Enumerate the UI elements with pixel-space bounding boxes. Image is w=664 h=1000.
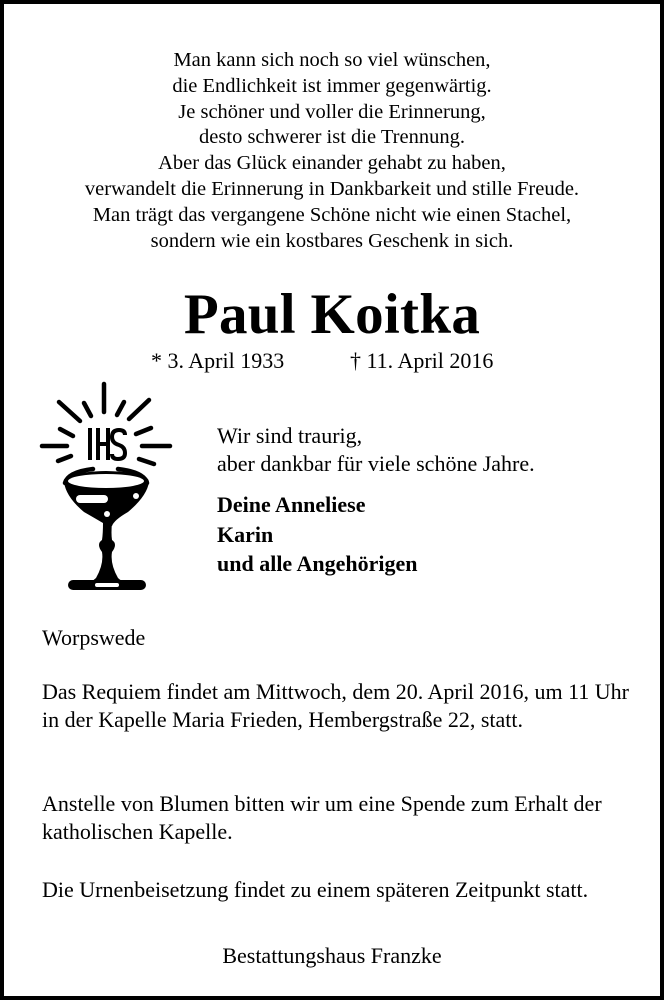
poem-line: die Endlichkeit ist immer gegenwärtig. [172,74,492,97]
deceased-name: Paul Koitka [183,283,481,346]
mourners-message-line: Wir sind traurig, [217,423,363,448]
memorial-poem [4,48,660,254]
birth-date: * 3. April 1933 [151,348,285,373]
poem-line: Man trägt das vergangene Schöne nicht wie einen Stachel, [92,203,572,226]
poem-line: verwandelt die Erinnerung in Dankbarkeit und stille Freude. [84,177,580,200]
requiem-info: Das Requiem findet am Mittwoch, dem 20. April 2016, um 11 Uhr in der Kapelle Maria Frieden, Hembergstraße 22, statt. [42,679,629,732]
signers-list [217,490,535,579]
poem-line: desto schwerer ist die Trennung. [199,126,465,149]
death-date: † 11. April 2016 [350,348,494,373]
mourners-message-line: aber dankbar für viele schöne Jahre. [217,451,535,476]
signer: Deine Anneliese [217,492,366,517]
place-name: Worpswede [42,625,146,650]
signer: Karin [217,521,274,547]
poem-line: Aber das Glück einander gehabt zu haben, [158,152,506,175]
urn-burial-info: Die Urnenbeisetzung findet zu einem späteren Zeitpunkt statt. [42,877,589,902]
poem-line: sondern wie ein kostbares Geschenk in sich. [150,229,514,252]
donation-request: Anstelle von Blumen bitten wir um eine Spende zum Erhalt der katholischen Kapelle. [42,791,602,844]
chalice-ihs-icon [34,378,179,594]
mourners-block [217,422,535,579]
signer: und alle Angehörigen [217,551,418,576]
undertaker-name: Bestattungshaus Franzke [222,943,442,968]
poem-line: Man kann sich noch so viel wünschen, [173,49,491,71]
poem-line: Je schöner und voller die Erinnerung, [178,100,486,123]
